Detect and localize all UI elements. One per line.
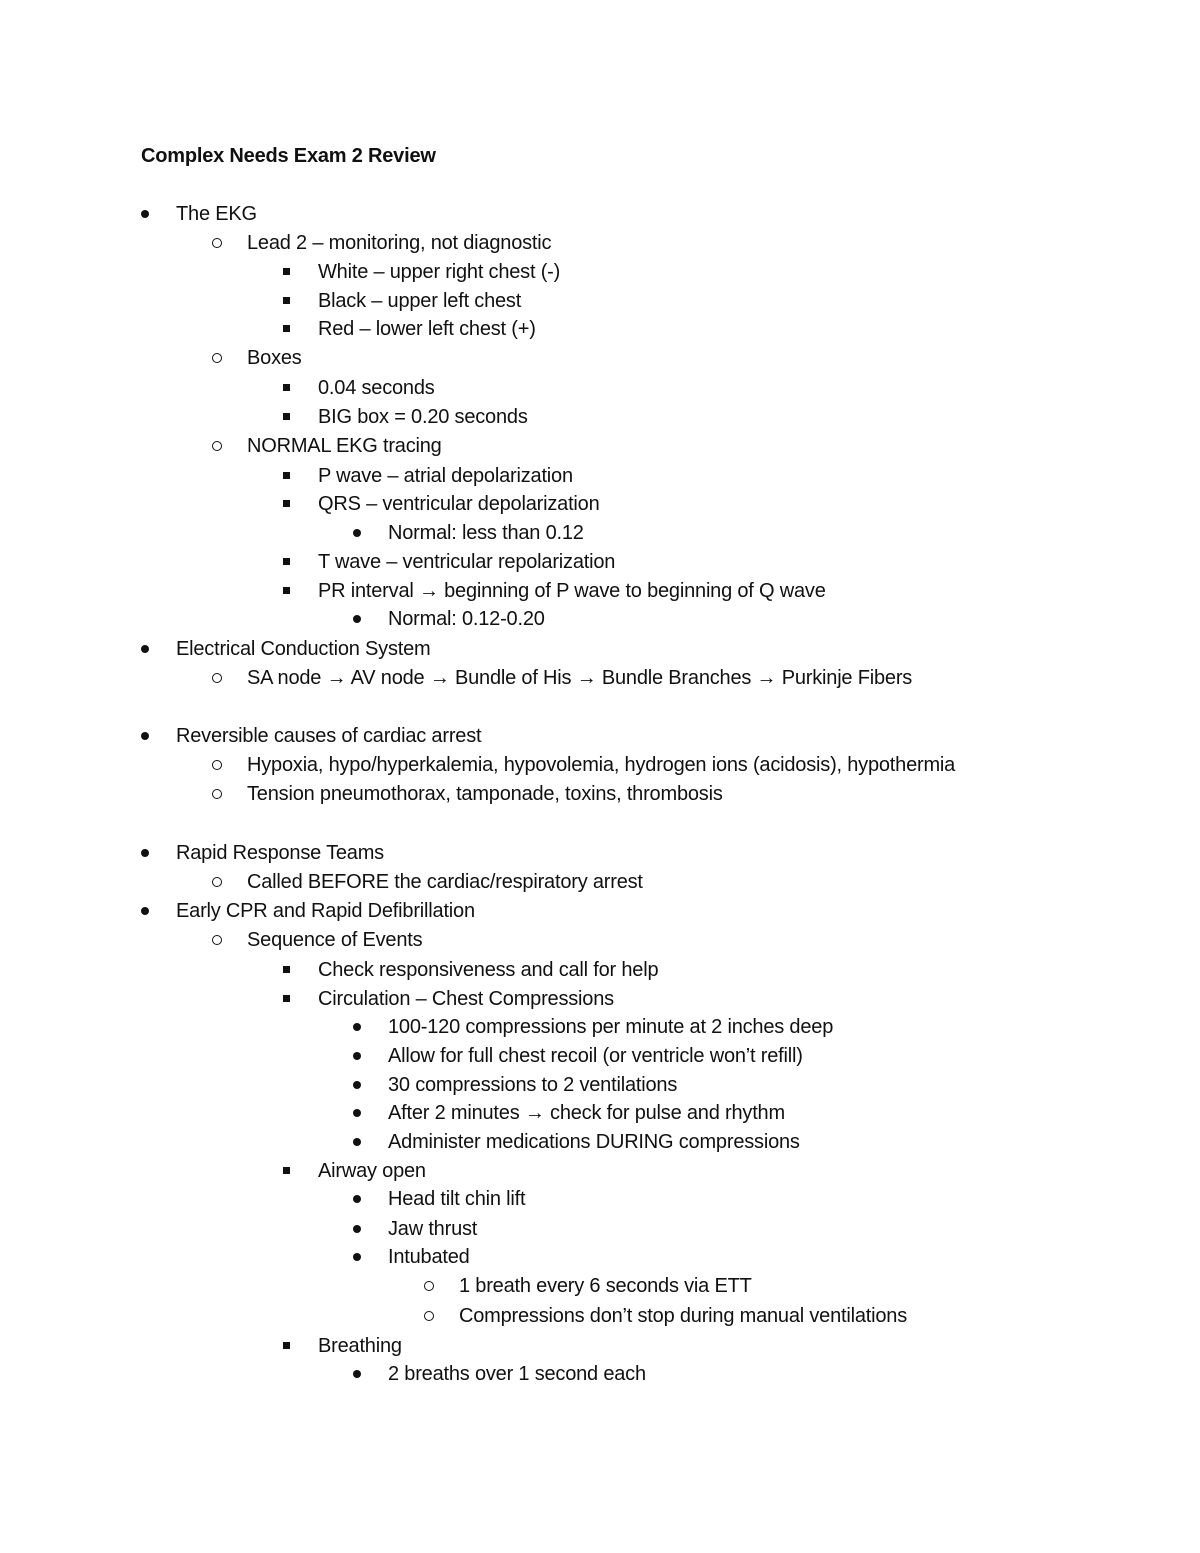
outline-item-text: The EKG: [176, 203, 257, 225]
bullet-circle-icon: [424, 1311, 434, 1321]
outline-item-text: Boxes: [247, 347, 302, 369]
outline-item-text: Normal: less than 0.12: [388, 522, 584, 544]
bullet-dot-icon: [141, 849, 149, 857]
outline-item-text: 2 breaths over 1 second each: [388, 1363, 646, 1385]
bullet-circle-icon: [212, 877, 222, 887]
bullet-circle-icon: [212, 238, 222, 248]
outline-item-text: Circulation – Chest Compressions: [318, 988, 614, 1010]
bullet-dot-icon: [353, 1023, 361, 1031]
outline-item-text: 0.04 seconds: [318, 377, 435, 399]
outline-item-text: P wave – atrial depolarization: [318, 465, 573, 487]
outline-item-text: NORMAL EKG tracing: [247, 435, 442, 457]
outline-item-text: Airway open: [318, 1160, 426, 1182]
bullet-circle-icon: [212, 760, 222, 770]
outline-item-text: Breathing: [318, 1335, 402, 1357]
outline-item-text: Called BEFORE the cardiac/respiratory arrest: [247, 871, 643, 893]
outline-item-text: SA node → AV node → Bundle of His → Bundle Branches → Purkinje Fibers: [247, 667, 913, 689]
bullet-dot-icon: [353, 1138, 361, 1146]
document-title: Complex Needs Exam 2 Review: [141, 145, 436, 167]
bullet-circle-icon: [212, 441, 222, 451]
outline-item-text: Rapid Response Teams: [176, 842, 384, 864]
outline-item-text: 1 breath every 6 seconds via ETT: [459, 1275, 752, 1297]
outline-item-text: Hypoxia, hypo/hyperkalemia, hypovolemia, hydrogen ions (acidosis), hypothermia: [247, 754, 956, 776]
bullet-circle-icon: [212, 673, 222, 683]
bullet-square-icon: [283, 500, 290, 507]
bullet-circle-icon: [212, 935, 222, 945]
outline-item-text: Compressions don’t stop during manual ventilations: [459, 1305, 908, 1327]
outline-item-text: BIG box = 0.20 seconds: [318, 406, 528, 428]
bullet-square-icon: [283, 558, 290, 565]
bullet-dot-icon: [353, 1081, 361, 1089]
bullet-square-icon: [283, 297, 290, 304]
outline-item-text: QRS – ventricular depolarization: [318, 493, 600, 515]
outline-item-text: Intubated: [388, 1246, 470, 1268]
outline-item-text: Black – upper left chest: [318, 290, 522, 312]
bullet-square-icon: [283, 413, 290, 420]
outline-item-text: Tension pneumothorax, tamponade, toxins, thrombosis: [247, 783, 723, 805]
bullet-square-icon: [283, 587, 290, 594]
bullet-dot-icon: [353, 1109, 361, 1117]
bullet-square-icon: [283, 268, 290, 275]
bullet-circle-icon: [212, 789, 222, 799]
bullet-dot-icon: [141, 210, 149, 218]
outline-item-text: PR interval → beginning of P wave to beginning of Q wave: [318, 580, 826, 602]
outline-item-text: Head tilt chin lift: [388, 1188, 526, 1210]
outline-item-text: Administer medications DURING compressions: [388, 1131, 800, 1153]
bullet-circle-icon: [212, 353, 222, 363]
bullet-square-icon: [283, 1342, 290, 1349]
bullet-square-icon: [283, 995, 290, 1002]
bullet-dot-icon: [141, 907, 149, 915]
bullet-dot-icon: [353, 1225, 361, 1233]
outline-item-text: Lead 2 – monitoring, not diagnostic: [247, 232, 552, 254]
bullet-dot-icon: [353, 1052, 361, 1060]
bullet-dot-icon: [353, 615, 361, 623]
outline-item-text: Early CPR and Rapid Defibrillation: [176, 900, 475, 922]
bullet-square-icon: [283, 966, 290, 973]
bullet-dot-icon: [141, 732, 149, 740]
outline-item-text: 30 compressions to 2 ventilations: [388, 1074, 678, 1096]
bullet-square-icon: [283, 384, 290, 391]
bullet-dot-icon: [353, 1370, 361, 1378]
outline-item-text: T wave – ventricular repolarization: [318, 551, 616, 573]
outline-item-text: White – upper right chest (-): [318, 261, 561, 283]
bullet-square-icon: [283, 472, 290, 479]
outline-item-text: Reversible causes of cardiac arrest: [176, 725, 482, 747]
outline-item-text: Jaw thrust: [388, 1218, 478, 1240]
outline-item-text: Check responsiveness and call for help: [318, 959, 659, 981]
bullet-dot-icon: [353, 529, 361, 537]
bullet-circle-icon: [424, 1281, 434, 1291]
bullet-dot-icon: [141, 645, 149, 653]
outline-item-text: Allow for full chest recoil (or ventricle won’t refill): [388, 1045, 803, 1067]
bullet-square-icon: [283, 325, 290, 332]
outline-item-text: Electrical Conduction System: [176, 638, 431, 660]
outline-item-text: Normal: 0.12-0.20: [388, 608, 545, 630]
outline-item-text: Sequence of Events: [247, 929, 423, 951]
bullet-dot-icon: [353, 1195, 361, 1203]
outline-item-text: Red – lower left chest (+): [318, 318, 536, 340]
outline-item-text: After 2 minutes → check for pulse and rhythm: [388, 1102, 785, 1124]
outline-item-text: 100-120 compressions per minute at 2 inches deep: [388, 1016, 834, 1038]
bullet-square-icon: [283, 1167, 290, 1174]
bullet-dot-icon: [353, 1253, 361, 1261]
